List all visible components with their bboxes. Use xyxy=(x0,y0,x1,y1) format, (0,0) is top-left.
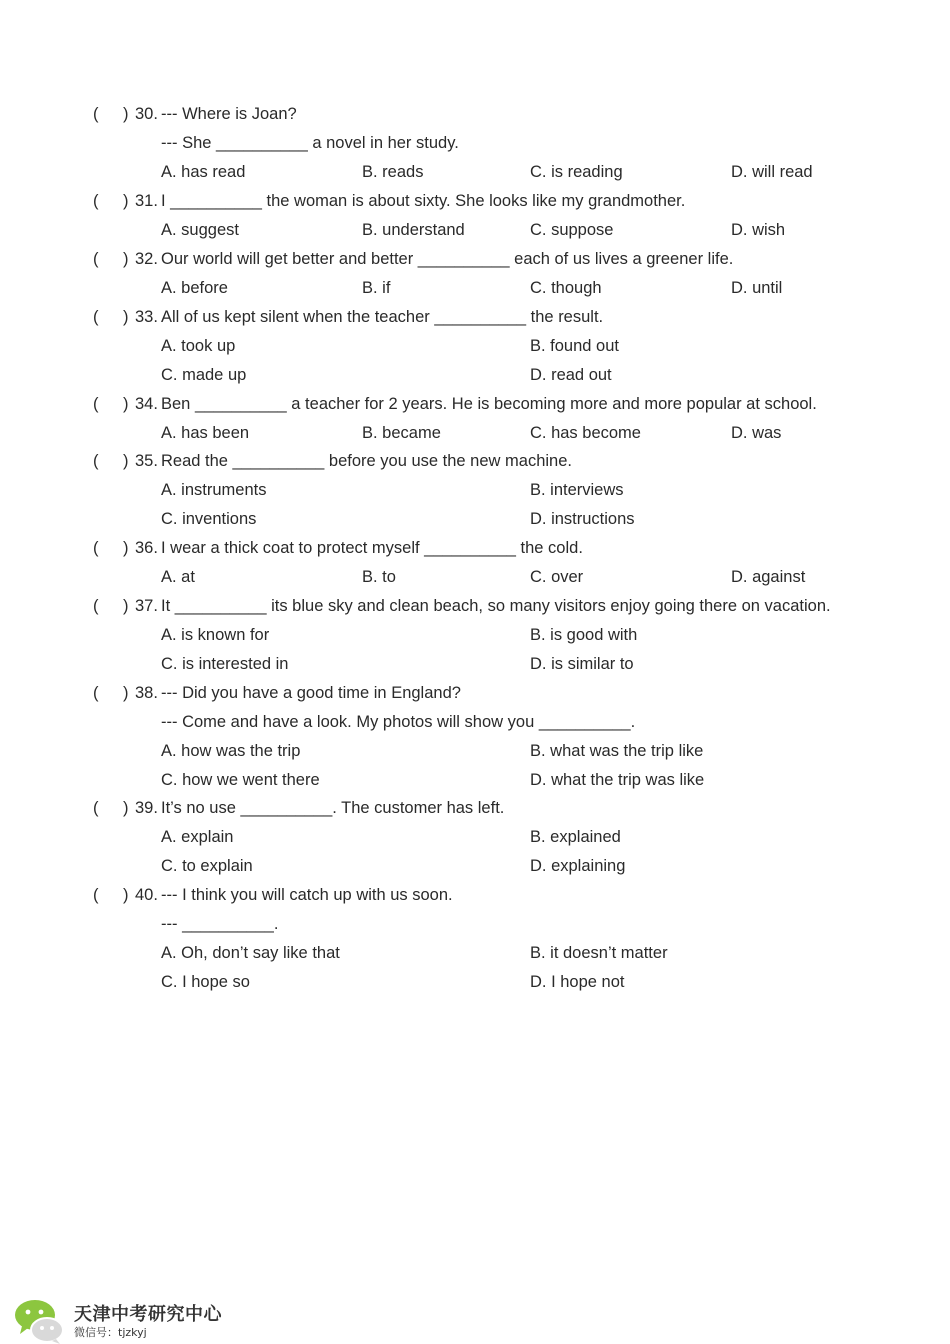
question-stem: --- Did you have a good time in England? xyxy=(161,684,461,702)
question-stem-line-2: --- She __________ a novel in her study. xyxy=(161,134,459,152)
answer-paren-open: ( xyxy=(93,597,99,615)
answer-paren-close: ) xyxy=(123,684,129,702)
question-stem-line-2: --- Come and have a look. My photos will show you __________. xyxy=(161,713,636,731)
option-a: A. suggest xyxy=(161,221,239,239)
question-number: 30. xyxy=(135,105,158,123)
option-c: C. though xyxy=(530,279,602,297)
option-a: A. at xyxy=(161,568,195,586)
answer-paren-close: ) xyxy=(123,250,129,268)
question-stem-line-2: --- __________. xyxy=(161,915,279,933)
answer-paren-open: ( xyxy=(93,105,99,123)
question-stem: Our world will get better and better __________ each of us lives a greener life. xyxy=(161,250,734,268)
option-c: C. is reading xyxy=(530,163,623,181)
question-number: 34. xyxy=(135,395,158,413)
footer-title: 天津中考研究中心 xyxy=(74,1304,222,1325)
question-stem: I wear a thick coat to protect myself __________ the cold. xyxy=(161,539,583,557)
option-d: D. will read xyxy=(731,163,813,181)
option-c: C. inventions xyxy=(161,510,257,528)
option-c: C. is interested in xyxy=(161,655,289,673)
answer-paren-close: ) xyxy=(123,799,129,817)
question-number: 32. xyxy=(135,250,158,268)
question-stem: It’s no use __________. The customer has left. xyxy=(161,799,505,817)
question-stem: Read the __________ before you use the new machine. xyxy=(161,452,572,470)
answer-paren-open: ( xyxy=(93,539,99,557)
question-stem: --- Where is Joan? xyxy=(161,105,297,123)
option-a: A. has been xyxy=(161,424,250,442)
option-b: B. became xyxy=(362,424,441,442)
option-b: B. is good with xyxy=(530,626,638,644)
option-a: A. took up xyxy=(161,337,236,355)
option-d: D. wish xyxy=(731,221,786,239)
option-d: D. until xyxy=(731,279,783,297)
answer-paren-close: ) xyxy=(123,395,129,413)
option-a: A. is known for xyxy=(161,626,270,644)
option-d: D. what the trip was like xyxy=(530,771,705,789)
option-d: D. is similar to xyxy=(530,655,634,673)
question-number: 40. xyxy=(135,886,158,904)
answer-paren-open: ( xyxy=(93,799,99,817)
question-number: 31. xyxy=(135,192,158,210)
answer-paren-open: ( xyxy=(93,308,99,326)
question-stem: Ben __________ a teacher for 2 years. He is becoming more and more popular at school. xyxy=(161,395,817,413)
option-d: D. against xyxy=(731,568,806,586)
option-b: B. reads xyxy=(362,163,424,181)
question-number: 36. xyxy=(135,539,158,557)
answer-paren-close: ) xyxy=(123,452,129,470)
footer-subtitle: 微信号：tjzkyj xyxy=(74,1326,147,1339)
option-b: B. what was the trip like xyxy=(530,742,704,760)
option-a: A. instruments xyxy=(161,481,267,499)
option-b: B. to xyxy=(362,568,396,586)
answer-paren-close: ) xyxy=(123,539,129,557)
answer-paren-open: ( xyxy=(93,250,99,268)
answer-paren-close: ) xyxy=(123,308,129,326)
option-b: B. if xyxy=(362,279,391,297)
option-c: C. has become xyxy=(530,424,641,442)
option-a: A. has read xyxy=(161,163,246,181)
answer-paren-open: ( xyxy=(93,886,99,904)
answer-paren-close: ) xyxy=(123,192,129,210)
wechat-logo-icon xyxy=(14,1298,66,1344)
option-c: C. made up xyxy=(161,366,247,384)
option-c: C. over xyxy=(530,568,584,586)
question-stem: It __________ its blue sky and clean beach, so many visitors enjoy going there on vacation. xyxy=(161,597,831,615)
answer-paren-close: ) xyxy=(123,105,129,123)
answer-paren-open: ( xyxy=(93,684,99,702)
option-b: B. explained xyxy=(530,828,621,846)
question-stem: --- I think you will catch up with us soon. xyxy=(161,886,453,904)
option-d: D. read out xyxy=(530,366,612,384)
footer-watermark xyxy=(14,1296,254,1344)
question-number: 37. xyxy=(135,597,158,615)
option-b: B. found out xyxy=(530,337,619,355)
option-d: D. was xyxy=(731,424,782,442)
question-number: 39. xyxy=(135,799,158,817)
answer-paren-open: ( xyxy=(93,452,99,470)
answer-paren-close: ) xyxy=(123,886,129,904)
option-a: A. before xyxy=(161,279,228,297)
option-c: C. how we went there xyxy=(161,771,320,789)
option-d: D. instructions xyxy=(530,510,635,528)
answer-paren-open: ( xyxy=(93,395,99,413)
answer-paren-close: ) xyxy=(123,597,129,615)
option-c: C. I hope so xyxy=(161,973,250,991)
option-a: A. how was the trip xyxy=(161,742,301,760)
question-stem: I __________ the woman is about sixty. She looks like my grandmother. xyxy=(161,192,686,210)
question-stem: All of us kept silent when the teacher __________ the result. xyxy=(161,308,604,326)
question-number: 35. xyxy=(135,452,158,470)
question-number: 38. xyxy=(135,684,158,702)
option-d: D. I hope not xyxy=(530,973,625,991)
question-number: 33. xyxy=(135,308,158,326)
option-a: A. explain xyxy=(161,828,234,846)
option-b: B. understand xyxy=(362,221,465,239)
option-b: B. it doesn’t matter xyxy=(530,944,668,962)
option-c: C. suppose xyxy=(530,221,614,239)
answer-paren-open: ( xyxy=(93,192,99,210)
option-d: D. explaining xyxy=(530,857,626,875)
option-c: C. to explain xyxy=(161,857,253,875)
option-a: A. Oh, don’t say like that xyxy=(161,944,340,962)
option-b: B. interviews xyxy=(530,481,624,499)
